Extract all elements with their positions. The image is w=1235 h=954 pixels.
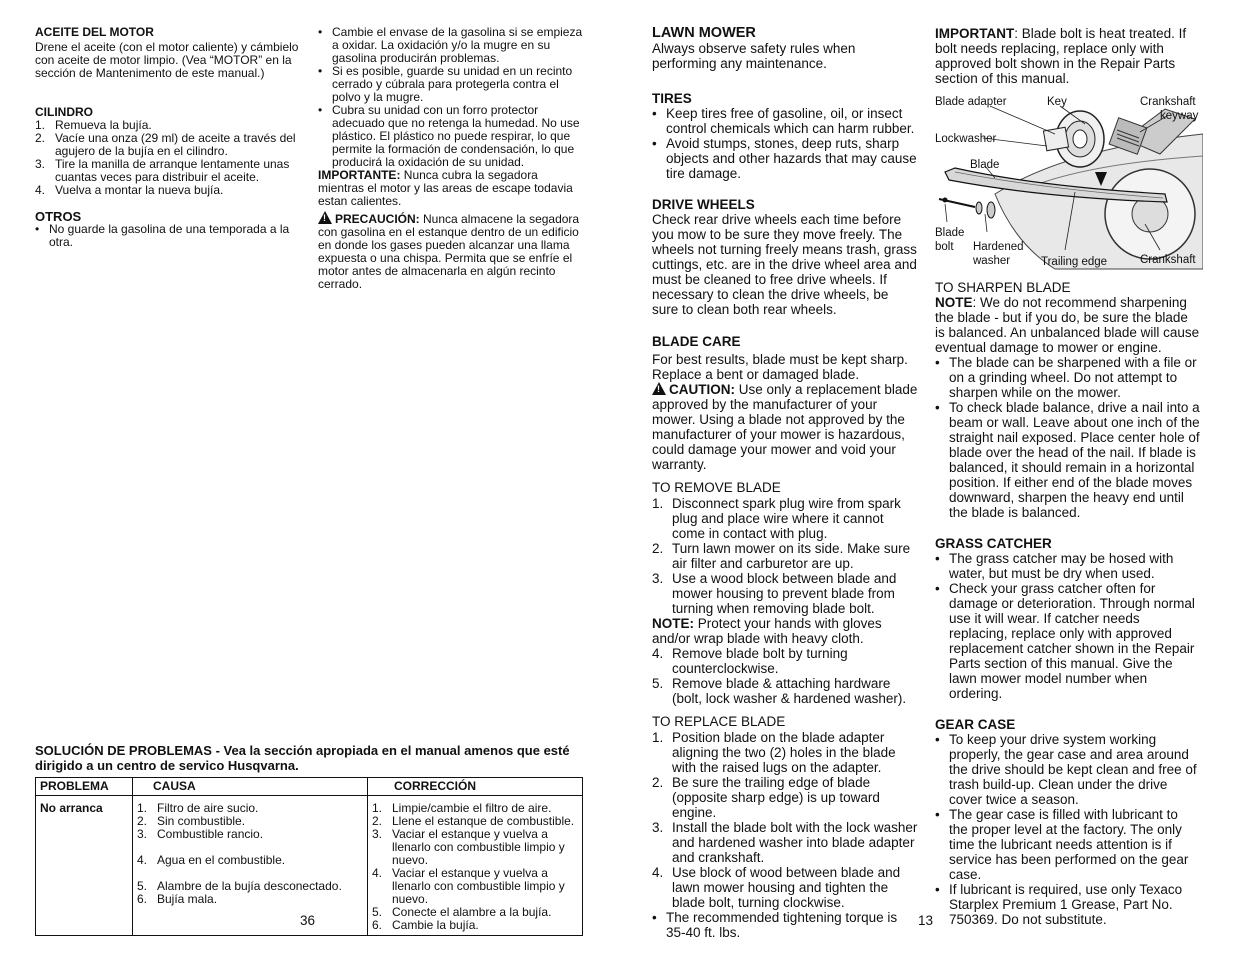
label-hardened-washer-2: washer — [973, 255, 1011, 267]
torque-list — [652, 910, 918, 940]
warning-icon — [652, 382, 666, 395]
list-item: 3. Use a wood block between blade and mower housing to prevent blade from turning when removing blade bolt. — [652, 571, 897, 616]
remove-blade-steps — [652, 496, 918, 616]
list-item: • To keep your drive system working properly, the gear case and area around the drive should be kept clean and free of trash build-up. Clean under the drive cover twice a season. — [935, 732, 1197, 807]
troubleshooting-section — [35, 743, 585, 936]
left-col-1 — [35, 26, 301, 249]
label-trailing-edge: Trailing edge — [1041, 256, 1108, 268]
sharpen-list — [935, 355, 1200, 520]
list-item: 1. Disconnect spark plug wire from spark plug and place wire where it cannot come in contact with plug. — [652, 496, 901, 541]
storage-list — [318, 26, 583, 169]
precaucion-note: !PRECAUCIÓN: Nunca almacene la segadora con gasolina en el estanque dentro de un edificio en donde los gases pueden alcanzar una llama expuesta o una chispa. Permita que se enfríe el motor antes de almacenarla en algún recinto cerrado. — [318, 211, 583, 291]
label-crankshaft: Crankshaft — [1140, 254, 1196, 266]
tires-heading: TIRES — [652, 91, 692, 106]
remove-blade-steps-2 — [652, 646, 918, 706]
problem-cell: No arranca — [36, 796, 133, 936]
list-item: 3. Combustible rancio. — [137, 827, 264, 841]
col-problema: PROBLEMA — [36, 778, 133, 796]
list-item: 1. Remueva la bujía. — [35, 118, 152, 132]
list-item: 5. Conecte el alambre a la bujía. — [372, 905, 552, 919]
left-col-2 — [318, 26, 583, 291]
list-item: 1. Limpie/cambie el filtro de aire. — [372, 801, 552, 815]
list-item: 4. Use block of wood between blade and lawn mower housing and tighten the blade bolt, turning clockwise. — [652, 865, 901, 910]
sharpen-note: NOTE: We do not recommend sharpening the blade - but if you do, be sure the blade is balanced. An unbalanced blade will cause eventual damage to mower or engine. — [935, 295, 1200, 355]
list-item: • Avoid stumps, stones, deep ruts, sharp objects and other hazards that may cause tire damage. — [652, 136, 917, 181]
list-item: 2. Vacíe una onza (29 ml) de aceite a través del agujero de la bujía en el cilindro. — [35, 131, 296, 158]
blade-care-text: For best results, blade must be kept sharp. Replace a bent or damaged blade. — [652, 352, 908, 382]
col-correccion: CORRECCIÓN — [368, 778, 583, 796]
lawn-mower-heading: LAWN MOWER — [652, 25, 756, 41]
list-item: 3. Vaciar el estanque y vuelva a llenarlo con combustible limpio y nuevo. — [372, 827, 565, 867]
label-blade-bolt-2: bolt — [935, 241, 954, 253]
list-item: 3. Install the blade bolt with the lock washer and hardened washer into blade adapter and crankshaft. — [652, 820, 918, 865]
list-item: • The recommended tightening torque is 35-40 ft. lbs. — [652, 910, 898, 940]
list-item: 2. Be sure the trailing edge of blade (opposite sharp edge) is up toward engine. — [652, 775, 880, 820]
label-lockwasher: Lockwasher — [935, 133, 997, 145]
label-blade-adapter: Blade adapter — [935, 96, 1007, 108]
right-col-2 — [935, 26, 1200, 927]
list-item: • To check blade balance, drive a nail into a beam or wall. Leave about one inch of the straight nail exposed. Place center hole of blade over the head of the nail. If blade is balanced, it should remain in a horizontal position. If either end of the blade moves downward, sharpen the heavy end until the blade is balanced. — [935, 400, 1200, 520]
list-item: 2. Sin combustible. — [137, 814, 246, 828]
label-blade-bolt-1: Blade — [935, 227, 965, 239]
list-item: 4. Vaciar el estanque y vuelva a llenarlo con combustible limpio y nuevo. — [372, 866, 565, 906]
grass-catcher-list — [935, 551, 1200, 701]
replace-blade-heading: TO REPLACE BLADE — [652, 714, 786, 729]
label-blade: Blade — [970, 159, 1000, 171]
warning-icon — [318, 211, 332, 224]
troubleshooting-heading: SOLUCIÓN DE PROBLEMAS - Vea la sección apropiada en el manual amenos que esté dirigido a un centro de servico Husqvarna. — [35, 743, 570, 773]
list-item: 1. Filtro de aire sucio. — [137, 801, 259, 815]
label-crankshaft-keyway-2: keyway — [1160, 110, 1199, 122]
list-item: 5. Remove blade & attaching hardware (bolt, lock washer & hardened washer). — [652, 676, 907, 706]
cilindro-heading: CILINDRO — [35, 105, 93, 119]
importante-note: IMPORTANTE: Nunca cubra la segadora mientras el motor y las areas de escape todavia estan calientes. — [318, 168, 573, 208]
drive-wheels-heading: DRIVE WHEELS — [652, 197, 755, 212]
list-item: • The blade can be sharpened with a file or on a grinding wheel. Do not attempt to sharpen while on the mower. — [935, 355, 1197, 400]
list-item: • Check your grass catcher often for damage or deterioration. Through normal use it will wear. If catcher needs replacing, replace only with approved replacement catcher shown in the Repair Parts section of this manual. Give the lawn mower model number when ordering. — [935, 581, 1195, 701]
list-item: • The grass catcher may be hosed with water, but must be dry when used. — [935, 551, 1174, 581]
blade-caution: !CAUTION: Use only a replacement blade approved by the manufacturer of your mower. Using a blade not approved by the manufacturer of your mower is hazardous, could damage your mower and void your warranty. — [652, 382, 918, 472]
col-causa: CAUSA — [133, 778, 368, 796]
right-col-1 — [652, 26, 918, 940]
remove-blade-heading: TO REMOVE BLADE — [652, 480, 781, 495]
causes-list — [137, 802, 363, 906]
tires-list — [652, 106, 918, 181]
list-item: • The gear case is filled with lubricant to the proper level at the factory. The only time the lubricant needs attention is if service has been performed on the gear case. — [935, 807, 1189, 882]
aceite-heading: ACEITE DEL MOTOR — [35, 25, 154, 39]
important-note: IMPORTANT: Blade bolt is heat treated. If bolt needs replacing, replace only with approved bolt shown in the Repair Parts section of this manual. — [935, 26, 1187, 86]
list-item: • Keep tires free of gasoline, oil, or insect control chemicals which can harm rubber. — [652, 106, 915, 136]
list-item: 1. Position blade on the blade adapter aligning the two (2) holes in the blade with the raised lugs on the adapter. — [652, 730, 896, 775]
label-key: Key — [1047, 96, 1067, 108]
otros-list — [35, 223, 301, 249]
grass-catcher-heading: GRASS CATCHER — [935, 536, 1052, 551]
list-item: 6. Cambie la bujía. — [372, 918, 479, 932]
sharpen-heading: TO SHARPEN BLADE — [935, 280, 1071, 295]
list-item: • Cubra su unidad con un forro protector adecuado que no retenga la humedad. No use plástico. El plástico no puede respirar, lo que permite la formación de condensación, lo que producirá la oxidación de su unidad. — [318, 103, 580, 169]
list-item: 4. Vuelva a montar la nueva bujía. — [35, 183, 224, 197]
list-item: • If lubricant is required, use only Texaco Starplex Premium 1 Grease, Part No. 750369. Do not substitute. — [935, 882, 1183, 927]
list-item: 4. Agua en el combustible. — [137, 853, 286, 867]
list-item: 3. Tire la manilla de arranque lentamente unas cuantas veces para distribuir el aceite. — [35, 157, 290, 184]
list-item: • No guarde la gasolina de una temporada a la otra. — [35, 222, 290, 249]
drive-wheels-text: Check rear drive wheels each time before you mow to be sure they move freely. The wheels not turning freely means trash, grass cuttings, etc. are in the drive wheel area and must be cleaned to free drive wheels. If necessary to clean the drive wheels, be sure to clean both rear wheels. — [652, 212, 917, 317]
page-number-right: 13 — [918, 913, 934, 928]
list-item: 6. Bujía mala. — [137, 892, 218, 906]
causes-cell — [133, 796, 368, 936]
cilindro-list — [35, 119, 301, 197]
remove-note: NOTE: Protect your hands with gloves and/or wrap blade with heavy cloth. — [652, 616, 882, 646]
list-item: 4. Remove blade bolt by turning counterclockwise. — [652, 646, 848, 676]
gear-case-list — [935, 732, 1200, 927]
list-item: 2. Llene el estanque de combustible. — [372, 814, 575, 828]
aceite-text: Drene el aceite (con el motor caliente) y cámbielo con aceite de motor limpio. (Vea “MOTOR” en la sección de Mantenimento de este manual.) — [35, 40, 299, 80]
lawn-mower-text: Always observe safety rules when performing any maintenance. — [652, 41, 856, 71]
list-item: • Si es posible, guarde su unidad en un recinto cerrado y cúbrala para protegerla contra el polvo y la mugre. — [318, 64, 573, 104]
blade-assembly-diagram — [935, 94, 1203, 274]
gear-case-heading: GEAR CASE — [935, 717, 1016, 732]
otros-heading: OTROS — [35, 209, 82, 224]
list-item: 5. Alambre de la bujía desconectado. — [137, 879, 342, 893]
page-number-left: 36 — [300, 913, 316, 928]
corrections-cell — [368, 796, 583, 936]
replace-blade-steps — [652, 730, 918, 910]
list-item: • Cambie el envase de la gasolina si se empieza a oxidar. La oxidación y/o la mugre en su gasolina producirán problemas. — [318, 25, 583, 65]
list-item: 2. Turn lawn mower on its side. Make sure air filter and carburetor are up. — [652, 541, 911, 571]
label-crankshaft-keyway-1: Crankshaft — [1140, 96, 1196, 108]
label-hardened-washer-1: Hardened — [973, 241, 1024, 253]
corrections-list — [372, 802, 578, 932]
blade-care-heading: BLADE CARE — [652, 334, 741, 349]
